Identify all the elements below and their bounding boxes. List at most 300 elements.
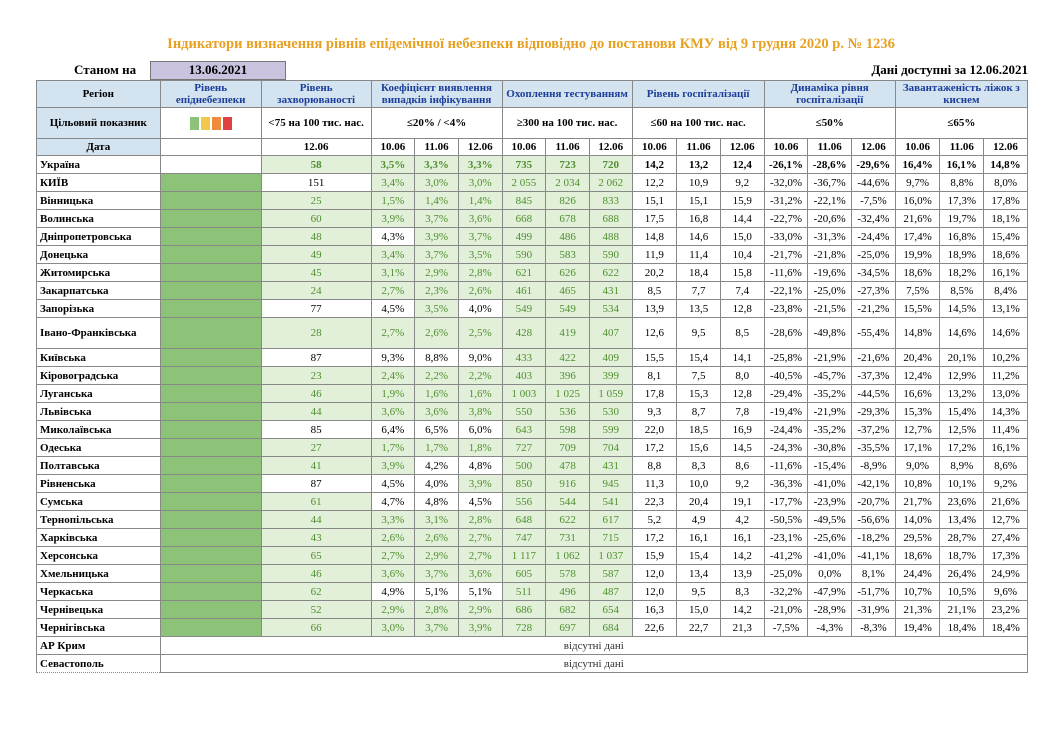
- hospital-cell: 15,0: [720, 228, 764, 246]
- positivity-cell: 3,0%: [371, 619, 415, 637]
- hosp-dynamics-cell: -22,1%: [808, 192, 852, 210]
- date-cell: 11.06: [940, 139, 984, 156]
- header-oxygen: Завантаженість ліжок з киснем: [895, 81, 1027, 108]
- oxygen-cell: 24,4%: [895, 565, 940, 583]
- testing-cell: 590: [502, 246, 546, 264]
- hospital-cell: 17,5: [632, 210, 677, 228]
- testing-cell: 530: [589, 403, 632, 421]
- hosp-dynamics-cell: -40,5%: [764, 367, 808, 385]
- hospital-cell: 9,3: [632, 403, 677, 421]
- region-name: Чернігівська: [37, 619, 161, 637]
- oxygen-cell: 16,1%: [984, 264, 1028, 282]
- positivity-cell: 2,6%: [371, 529, 415, 547]
- table-row: [37, 547, 1028, 565]
- date-cell: 10.06: [764, 139, 808, 156]
- testing-cell: 668: [502, 210, 546, 228]
- testing-cell: 550: [502, 403, 546, 421]
- region-name: КИЇВ: [37, 174, 161, 192]
- oxygen-cell: 29,5%: [895, 529, 940, 547]
- hospital-cell: 10,9: [677, 174, 721, 192]
- hosp-dynamics-cell: -23,1%: [764, 529, 808, 547]
- level-cell: [160, 529, 261, 547]
- date-cell: 10.06: [895, 139, 940, 156]
- hosp-dynamics-cell: -41,0%: [808, 547, 852, 565]
- hosp-dynamics-cell: -44,5%: [852, 385, 896, 403]
- level-cell: [160, 156, 261, 174]
- date-cell: 12.06: [589, 139, 632, 156]
- testing-cell: 728: [502, 619, 546, 637]
- testing-cell: 678: [546, 210, 590, 228]
- positivity-cell: 5,1%: [458, 583, 502, 601]
- table-row: [37, 192, 1028, 210]
- incidence-cell: 151: [261, 174, 371, 192]
- oxygen-cell: 28,7%: [940, 529, 984, 547]
- hospital-cell: 15,5: [632, 349, 677, 367]
- testing-cell: 465: [546, 282, 590, 300]
- testing-cell: 487: [589, 583, 632, 601]
- testing-cell: 541: [589, 493, 632, 511]
- positivity-cell: 3,6%: [458, 565, 502, 583]
- positivity-cell: 1,5%: [371, 192, 415, 210]
- oxygen-cell: 8,6%: [984, 457, 1028, 475]
- positivity-cell: 1,7%: [415, 439, 459, 457]
- hospital-cell: 14,1: [720, 349, 764, 367]
- epidemic-indicators-table: [36, 80, 1028, 673]
- testing-cell: 688: [589, 210, 632, 228]
- table-row: [37, 228, 1028, 246]
- hosp-dynamics-cell: -56,6%: [852, 511, 896, 529]
- table-row: [37, 300, 1028, 318]
- testing-cell: 396: [546, 367, 590, 385]
- incidence-cell: 58: [261, 156, 371, 174]
- positivity-cell: 2,4%: [371, 367, 415, 385]
- testing-cell: 536: [546, 403, 590, 421]
- date-cell: 11.06: [415, 139, 459, 156]
- positivity-cell: 2,7%: [458, 529, 502, 547]
- incidence-cell: 44: [261, 403, 371, 421]
- oxygen-cell: 16,4%: [895, 156, 940, 174]
- hospital-cell: 14,8: [632, 228, 677, 246]
- table-row: [37, 583, 1028, 601]
- positivity-cell: 2,6%: [415, 529, 459, 547]
- hospital-cell: 22,0: [632, 421, 677, 439]
- hosp-dynamics-cell: -32,0%: [764, 174, 808, 192]
- testing-cell: 1 062: [546, 547, 590, 565]
- region-name: Україна: [37, 156, 161, 174]
- testing-cell: 499: [502, 228, 546, 246]
- oxygen-cell: 14,0%: [895, 511, 940, 529]
- date-cell: 11.06: [808, 139, 852, 156]
- testing-cell: 1 117: [502, 547, 546, 565]
- oxygen-cell: 13,0%: [984, 385, 1028, 403]
- positivity-cell: 2,9%: [415, 264, 459, 282]
- oxygen-cell: 18,6%: [895, 547, 940, 565]
- oxygen-cell: 14,8%: [984, 156, 1028, 174]
- testing-cell: 704: [589, 439, 632, 457]
- positivity-cell: 2,6%: [458, 282, 502, 300]
- hosp-dynamics-cell: 8,1%: [852, 565, 896, 583]
- hospital-cell: 15,8: [720, 264, 764, 282]
- positivity-cell: 5,1%: [415, 583, 459, 601]
- incidence-cell: 62: [261, 583, 371, 601]
- hospital-cell: 9,2: [720, 174, 764, 192]
- positivity-cell: 3,9%: [415, 228, 459, 246]
- hosp-dynamics-cell: -8,3%: [852, 619, 896, 637]
- testing-cell: 654: [589, 601, 632, 619]
- testing-cell: 727: [502, 439, 546, 457]
- hosp-dynamics-cell: -21,8%: [808, 246, 852, 264]
- level-cell: [160, 300, 261, 318]
- hospital-cell: 7,8: [720, 403, 764, 421]
- hospital-cell: 14,2: [632, 156, 677, 174]
- testing-cell: 626: [546, 264, 590, 282]
- positivity-cell: 3,3%: [371, 511, 415, 529]
- positivity-cell: 4,8%: [458, 457, 502, 475]
- hosp-dynamics-cell: -41,1%: [852, 547, 896, 565]
- target-hosp-dynamics: ≤50%: [764, 108, 895, 139]
- incidence-cell: 87: [261, 349, 371, 367]
- region-name: Харківська: [37, 529, 161, 547]
- level-cell: [160, 318, 261, 349]
- positivity-cell: 2,2%: [415, 367, 459, 385]
- oxygen-cell: 19,4%: [895, 619, 940, 637]
- testing-cell: 431: [589, 457, 632, 475]
- hosp-dynamics-cell: -44,6%: [852, 174, 896, 192]
- testing-cell: 622: [546, 511, 590, 529]
- testing-cell: 945: [589, 475, 632, 493]
- hosp-dynamics-cell: -7,5%: [852, 192, 896, 210]
- hospital-cell: 9,5: [677, 583, 721, 601]
- hospital-cell: 18,5: [677, 421, 721, 439]
- positivity-cell: 1,4%: [415, 192, 459, 210]
- hosp-dynamics-cell: -37,3%: [852, 367, 896, 385]
- date-cell: 11.06: [677, 139, 721, 156]
- as-of-date: 13.06.2021: [150, 61, 286, 80]
- testing-cell: 833: [589, 192, 632, 210]
- hospital-cell: 13,2: [677, 156, 721, 174]
- hosp-dynamics-cell: -27,3%: [852, 282, 896, 300]
- testing-cell: 2 062: [589, 174, 632, 192]
- hosp-dynamics-cell: -21,9%: [808, 349, 852, 367]
- oxygen-cell: 14,3%: [984, 403, 1028, 421]
- region-name: Волинська: [37, 210, 161, 228]
- hospital-cell: 17,2: [632, 439, 677, 457]
- testing-cell: 1 037: [589, 547, 632, 565]
- positivity-cell: 2,8%: [458, 511, 502, 529]
- hospital-cell: 14,6: [677, 228, 721, 246]
- hospital-cell: 8,6: [720, 457, 764, 475]
- hospital-cell: 8,3: [677, 457, 721, 475]
- hosp-dynamics-cell: -31,3%: [808, 228, 852, 246]
- page-title: Індикатори визначення рівнів епідемічної небезпеки відповідно до постанови КМУ від 9 грудня 2020 р. № 1236: [167, 36, 895, 52]
- hospital-cell: 12,0: [632, 583, 677, 601]
- testing-cell: 461: [502, 282, 546, 300]
- positivity-cell: 1,9%: [371, 385, 415, 403]
- region-name: АР Крим: [37, 637, 161, 655]
- hospital-cell: 5,2: [632, 511, 677, 529]
- date-cell: 10.06: [502, 139, 546, 156]
- testing-cell: 578: [546, 565, 590, 583]
- positivity-cell: 6,0%: [458, 421, 502, 439]
- date-cell: 11.06: [546, 139, 590, 156]
- hosp-dynamics-cell: -55,4%: [852, 318, 896, 349]
- positivity-cell: 3,0%: [415, 174, 459, 192]
- testing-cell: 643: [502, 421, 546, 439]
- testing-cell: 605: [502, 565, 546, 583]
- positivity-cell: 1,6%: [415, 385, 459, 403]
- hosp-dynamics-cell: -25,0%: [764, 565, 808, 583]
- hospital-cell: 16,1: [677, 529, 721, 547]
- oxygen-cell: 14,8%: [895, 318, 940, 349]
- oxygen-cell: 16,1%: [984, 439, 1028, 457]
- hospital-cell: 15,6: [677, 439, 721, 457]
- hosp-dynamics-cell: -51,7%: [852, 583, 896, 601]
- hospital-cell: 8,5: [720, 318, 764, 349]
- positivity-cell: 3,6%: [371, 403, 415, 421]
- oxygen-cell: 15,5%: [895, 300, 940, 318]
- hospital-cell: 12,2: [632, 174, 677, 192]
- oxygen-cell: 23,2%: [984, 601, 1028, 619]
- positivity-cell: 3,8%: [458, 403, 502, 421]
- positivity-cell: 3,7%: [415, 210, 459, 228]
- oxygen-cell: 16,1%: [940, 156, 984, 174]
- incidence-cell: 49: [261, 246, 371, 264]
- positivity-cell: 4,9%: [371, 583, 415, 601]
- level-cell: [160, 457, 261, 475]
- oxygen-cell: 18,2%: [940, 264, 984, 282]
- hosp-dynamics-cell: -28,6%: [808, 156, 852, 174]
- table-row: [37, 367, 1028, 385]
- positivity-cell: 4,0%: [415, 475, 459, 493]
- hosp-dynamics-cell: 0,0%: [808, 565, 852, 583]
- oxygen-cell: 7,5%: [895, 282, 940, 300]
- testing-cell: 709: [546, 439, 590, 457]
- header-testing: Охоплення тестуванням: [502, 81, 632, 108]
- region-name: Закарпатська: [37, 282, 161, 300]
- positivity-cell: 4,2%: [415, 457, 459, 475]
- level-cell: [160, 228, 261, 246]
- positivity-cell: 3,7%: [458, 228, 502, 246]
- oxygen-cell: 9,2%: [984, 475, 1028, 493]
- oxygen-cell: 21,6%: [984, 493, 1028, 511]
- target-testing: ≥300 на 100 тис. нас.: [502, 108, 632, 139]
- target-row: [37, 108, 1028, 139]
- positivity-cell: 4,5%: [371, 475, 415, 493]
- hosp-dynamics-cell: -11,6%: [764, 264, 808, 282]
- level-cell: [160, 282, 261, 300]
- hosp-dynamics-cell: -4,3%: [808, 619, 852, 637]
- testing-cell: 845: [502, 192, 546, 210]
- hosp-dynamics-cell: -33,0%: [764, 228, 808, 246]
- positivity-cell: 3,3%: [415, 156, 459, 174]
- level-cell: [160, 583, 261, 601]
- testing-cell: 544: [546, 493, 590, 511]
- hosp-dynamics-cell: -17,7%: [764, 493, 808, 511]
- incidence-cell: 87: [261, 475, 371, 493]
- date-incidence: 12.06: [261, 139, 371, 156]
- region-name: Львівська: [37, 403, 161, 421]
- oxygen-cell: 8,9%: [940, 457, 984, 475]
- hospital-cell: 12,6: [632, 318, 677, 349]
- table-row: [37, 637, 1028, 655]
- positivity-cell: 3,5%: [458, 246, 502, 264]
- hosp-dynamics-cell: -35,5%: [852, 439, 896, 457]
- oxygen-cell: 18,1%: [984, 210, 1028, 228]
- region-name: Херсонська: [37, 547, 161, 565]
- testing-cell: 583: [546, 246, 590, 264]
- testing-cell: 747: [502, 529, 546, 547]
- oxygen-cell: 16,0%: [895, 192, 940, 210]
- hospital-cell: 9,2: [720, 475, 764, 493]
- table-row: [37, 246, 1028, 264]
- oxygen-cell: 8,0%: [984, 174, 1028, 192]
- oxygen-cell: 17,8%: [984, 192, 1028, 210]
- testing-cell: 431: [589, 282, 632, 300]
- hospital-cell: 4,2: [720, 511, 764, 529]
- level-cell: [160, 601, 261, 619]
- region-name: Вінницька: [37, 192, 161, 210]
- hospital-cell: 8,0: [720, 367, 764, 385]
- positivity-cell: 3,4%: [371, 174, 415, 192]
- positivity-cell: 3,0%: [458, 174, 502, 192]
- testing-cell: 419: [546, 318, 590, 349]
- no-data-cell: відсутні дані: [160, 655, 1027, 673]
- data-available-note: Дані доступні за 12.06.2021: [871, 62, 1028, 77]
- testing-cell: 1 025: [546, 385, 590, 403]
- positivity-cell: 3,1%: [415, 511, 459, 529]
- oxygen-cell: 10,5%: [940, 583, 984, 601]
- table-row: [37, 511, 1028, 529]
- hospital-cell: 8,5: [632, 282, 677, 300]
- oxygen-cell: 13,4%: [940, 511, 984, 529]
- oxygen-cell: 20,1%: [940, 349, 984, 367]
- region-name: Сумська: [37, 493, 161, 511]
- incidence-cell: 23: [261, 367, 371, 385]
- positivity-cell: 6,4%: [371, 421, 415, 439]
- table-row: [37, 174, 1028, 192]
- incidence-cell: 27: [261, 439, 371, 457]
- oxygen-cell: 18,9%: [940, 246, 984, 264]
- testing-cell: 622: [589, 264, 632, 282]
- hosp-dynamics-cell: -35,2%: [808, 421, 852, 439]
- level-cell: [160, 493, 261, 511]
- table-row: [37, 655, 1028, 673]
- oxygen-cell: 17,2%: [940, 439, 984, 457]
- positivity-cell: 2,5%: [458, 318, 502, 349]
- level-cell: [160, 174, 261, 192]
- testing-cell: 488: [589, 228, 632, 246]
- hospital-cell: 8,8: [632, 457, 677, 475]
- incidence-cell: 41: [261, 457, 371, 475]
- hospital-cell: 22,3: [632, 493, 677, 511]
- oxygen-cell: 12,5%: [940, 421, 984, 439]
- testing-cell: 686: [502, 601, 546, 619]
- target-label: Цільовий показник: [37, 108, 161, 139]
- hosp-dynamics-cell: -7,5%: [764, 619, 808, 637]
- positivity-cell: 2,9%: [458, 601, 502, 619]
- hospital-cell: 19,1: [720, 493, 764, 511]
- level-cell: [160, 403, 261, 421]
- hospital-cell: 11,9: [632, 246, 677, 264]
- oxygen-cell: 14,6%: [984, 318, 1028, 349]
- level-cell: [160, 367, 261, 385]
- level-cell: [160, 210, 261, 228]
- testing-cell: 409: [589, 349, 632, 367]
- hosp-dynamics-cell: -21,6%: [852, 349, 896, 367]
- hospital-cell: 4,9: [677, 511, 721, 529]
- hosp-dynamics-cell: -36,7%: [808, 174, 852, 192]
- oxygen-cell: 21,7%: [895, 493, 940, 511]
- testing-cell: 916: [546, 475, 590, 493]
- hospital-cell: 13,9: [720, 565, 764, 583]
- oxygen-cell: 9,7%: [895, 174, 940, 192]
- testing-cell: 534: [589, 300, 632, 318]
- oxygen-cell: 12,7%: [984, 511, 1028, 529]
- incidence-cell: 66: [261, 619, 371, 637]
- oxygen-cell: 11,2%: [984, 367, 1028, 385]
- hosp-dynamics-cell: -19,6%: [808, 264, 852, 282]
- hospital-cell: 16,1: [720, 529, 764, 547]
- hosp-dynamics-cell: -21,9%: [808, 403, 852, 421]
- header-positivity: Коефіцієнт виявлення випадків інфікування: [371, 81, 502, 108]
- level-cell: [160, 264, 261, 282]
- date-cell: 12.06: [458, 139, 502, 156]
- hospital-cell: 14,2: [720, 601, 764, 619]
- table-row: [37, 601, 1028, 619]
- region-name: Рівненська: [37, 475, 161, 493]
- positivity-cell: 2,8%: [415, 601, 459, 619]
- hosp-dynamics-cell: -35,2%: [808, 385, 852, 403]
- oxygen-cell: 18,7%: [940, 547, 984, 565]
- positivity-cell: 2,7%: [371, 318, 415, 349]
- testing-cell: 2 034: [546, 174, 590, 192]
- positivity-cell: 2,7%: [371, 547, 415, 565]
- level-legend: [160, 108, 261, 139]
- oxygen-cell: 18,6%: [895, 264, 940, 282]
- incidence-cell: 52: [261, 601, 371, 619]
- oxygen-cell: 18,4%: [940, 619, 984, 637]
- oxygen-cell: 21,1%: [940, 601, 984, 619]
- testing-cell: 500: [502, 457, 546, 475]
- hospital-cell: 14,4: [720, 210, 764, 228]
- oxygen-cell: 27,4%: [984, 529, 1028, 547]
- hosp-dynamics-cell: -23,9%: [808, 493, 852, 511]
- testing-cell: 403: [502, 367, 546, 385]
- testing-cell: 682: [546, 601, 590, 619]
- testing-cell: 1 059: [589, 385, 632, 403]
- hospital-cell: 12,4: [720, 156, 764, 174]
- incidence-cell: 46: [261, 565, 371, 583]
- testing-cell: 621: [502, 264, 546, 282]
- header-region: Регіон: [37, 81, 161, 108]
- header-level: Рівень епіднебезпеки: [160, 81, 261, 108]
- hosp-dynamics-cell: -21,5%: [808, 300, 852, 318]
- date-cell: 10.06: [371, 139, 415, 156]
- oxygen-cell: 17,3%: [984, 547, 1028, 565]
- positivity-cell: 3,7%: [415, 619, 459, 637]
- region-name: Житомирська: [37, 264, 161, 282]
- testing-cell: 697: [546, 619, 590, 637]
- incidence-cell: 28: [261, 318, 371, 349]
- testing-cell: 684: [589, 619, 632, 637]
- oxygen-cell: 15,4%: [984, 228, 1028, 246]
- header-incidence: Рівень захворюваності: [261, 81, 371, 108]
- testing-cell: 731: [546, 529, 590, 547]
- hospital-cell: 8,3: [720, 583, 764, 601]
- hosp-dynamics-cell: -31,9%: [852, 601, 896, 619]
- oxygen-cell: 10,1%: [940, 475, 984, 493]
- hospital-cell: 14,2: [720, 547, 764, 565]
